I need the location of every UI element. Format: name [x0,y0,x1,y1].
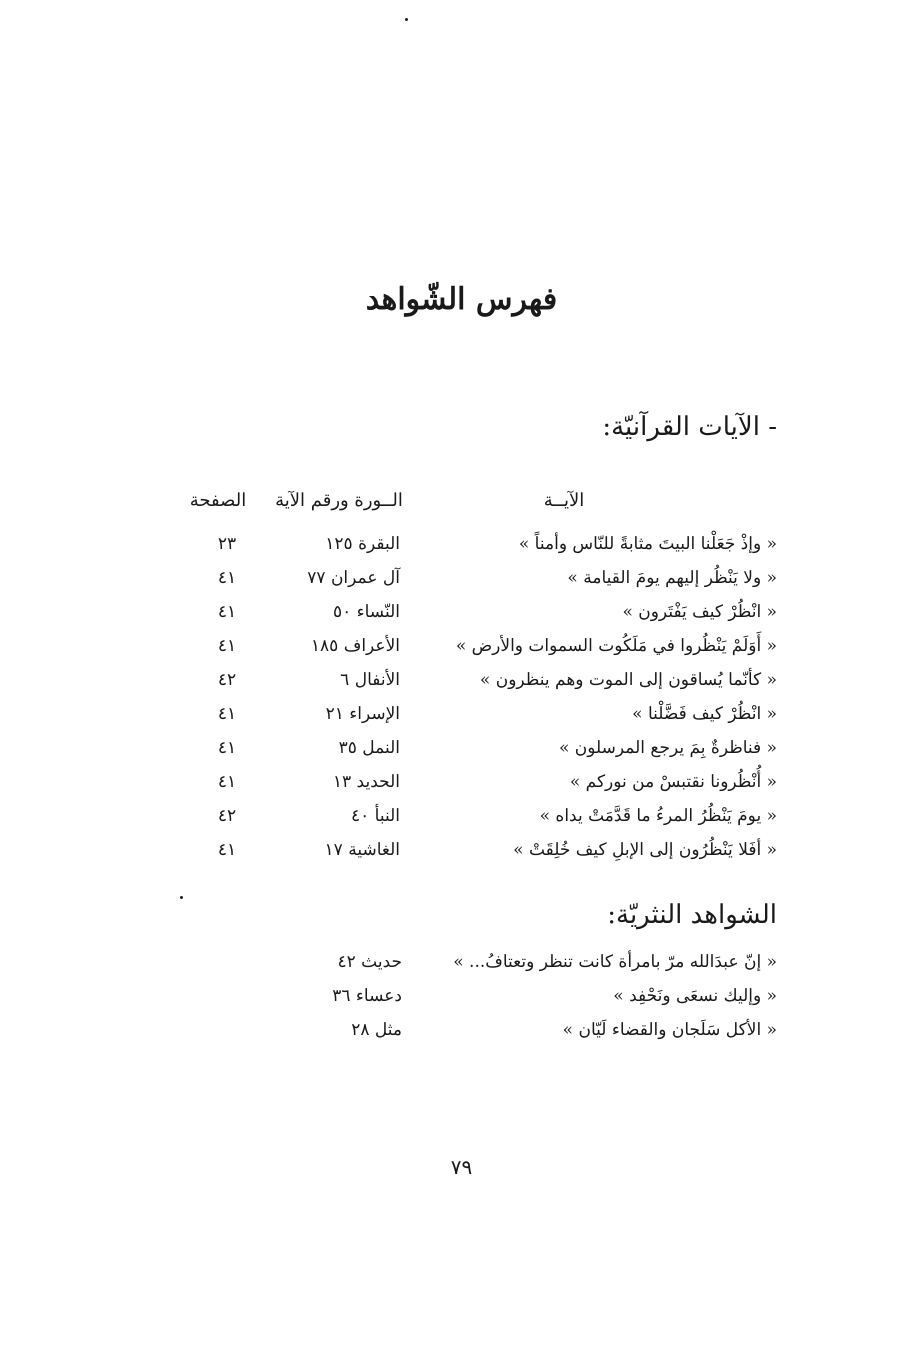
quranic-verses-heading: - الآيات القرآنيّة: [602,412,777,442]
surah-ref: الغاشية ١٧ [324,840,400,860]
table-row [0,630,923,664]
table-row [0,664,923,698]
column-header-verse: الآيــة [543,490,585,511]
verse-text: « أُنْظُرونا نقتبسْ من نوركم » [569,772,777,792]
quote-text: « إنّ عبدَالله مرّ بامرأة كانت تنظر وتعتافُ... » [453,952,777,972]
quote-source: مثل ٢٨ [351,1020,402,1040]
verse-text: « كأنّما يُساقون إلى الموت وهم ينظرون » [479,670,777,690]
verse-text: « انْظُرْ كيف يَفْتَرون » [622,602,777,622]
page-ref: ٤١ [217,772,237,792]
surah-ref: آل عمران ٧٧ [307,568,400,588]
surah-ref: الأنفال ٦ [340,670,400,690]
table-row [0,562,923,596]
surah-ref: الحديد ١٣ [332,772,400,792]
quote-text: « الأكل سَلَجان والقضاء لَيّان » [562,1020,777,1040]
page-ref: ٤١ [217,738,237,758]
surah-ref: النمل ٣٥ [338,738,400,758]
quote-source: دعساء ٣٦ [332,986,402,1006]
list-item [0,980,923,1014]
table-row [0,834,923,868]
verse-text: « يومَ يَنْظُرُ المرءُ ما قَدَّمَتْ يداه » [539,806,777,826]
table-row [0,596,923,630]
list-item [0,1014,923,1048]
surah-ref: النّساء ٥٠ [332,602,400,622]
surah-ref: البقرة ١٢٥ [325,534,400,554]
verse-text: « وإذْ جَعَلْنا البيتَ مثابةً للنّاس وأمناً » [518,534,777,554]
surah-ref: النبأ ٤٠ [350,806,400,826]
scan-speck [405,18,408,21]
table-row [0,800,923,834]
verse-text: « انْظُرْ كيف فَضَّلْنا » [632,704,777,724]
page-title: فهرس الشّواهد [365,282,558,317]
scan-speck [180,896,183,899]
list-item [0,946,923,980]
surah-ref: الأعراف ١٨٥ [310,636,400,656]
page-ref: ٤١ [217,602,237,622]
page-number: ٧٩ [450,1155,473,1179]
table-row [0,698,923,732]
page-ref: ٤١ [217,636,237,656]
surah-ref: الإسراء ٢١ [325,704,400,724]
verse-text: « أَوَلَمْ يَنْظُروا في مَلَكُوت السموات والأرض » [455,636,777,656]
page-ref: ٤١ [217,568,237,588]
column-header-page: الصفحة [189,490,247,511]
quote-text: « وإليك نسعَى ونَحْفِد » [613,986,777,1006]
page-ref: ٢٣ [217,534,237,554]
table-row [0,766,923,800]
column-header-surah: الــورة ورقم الآية [275,490,403,511]
table-row [0,528,923,562]
verse-text: « ولا يَنْظُر إليهم يومَ القيامة » [567,568,777,588]
page-ref: ٤١ [217,704,237,724]
verse-text: « أفَلا يَنْظُرُون إلى الإبلِ كيف خُلِقَتْ » [513,840,777,860]
page-ref: ٤٢ [217,670,237,690]
prose-quotes-heading: الشواهد النثريّة: [607,900,777,930]
page-ref: ٤٢ [217,806,237,826]
table-row [0,732,923,766]
quote-source: حديث ٤٢ [337,952,402,972]
verse-text: « فناظرةٌ بِمَ يرجع المرسلون » [558,738,777,758]
page-ref: ٤١ [217,840,237,860]
